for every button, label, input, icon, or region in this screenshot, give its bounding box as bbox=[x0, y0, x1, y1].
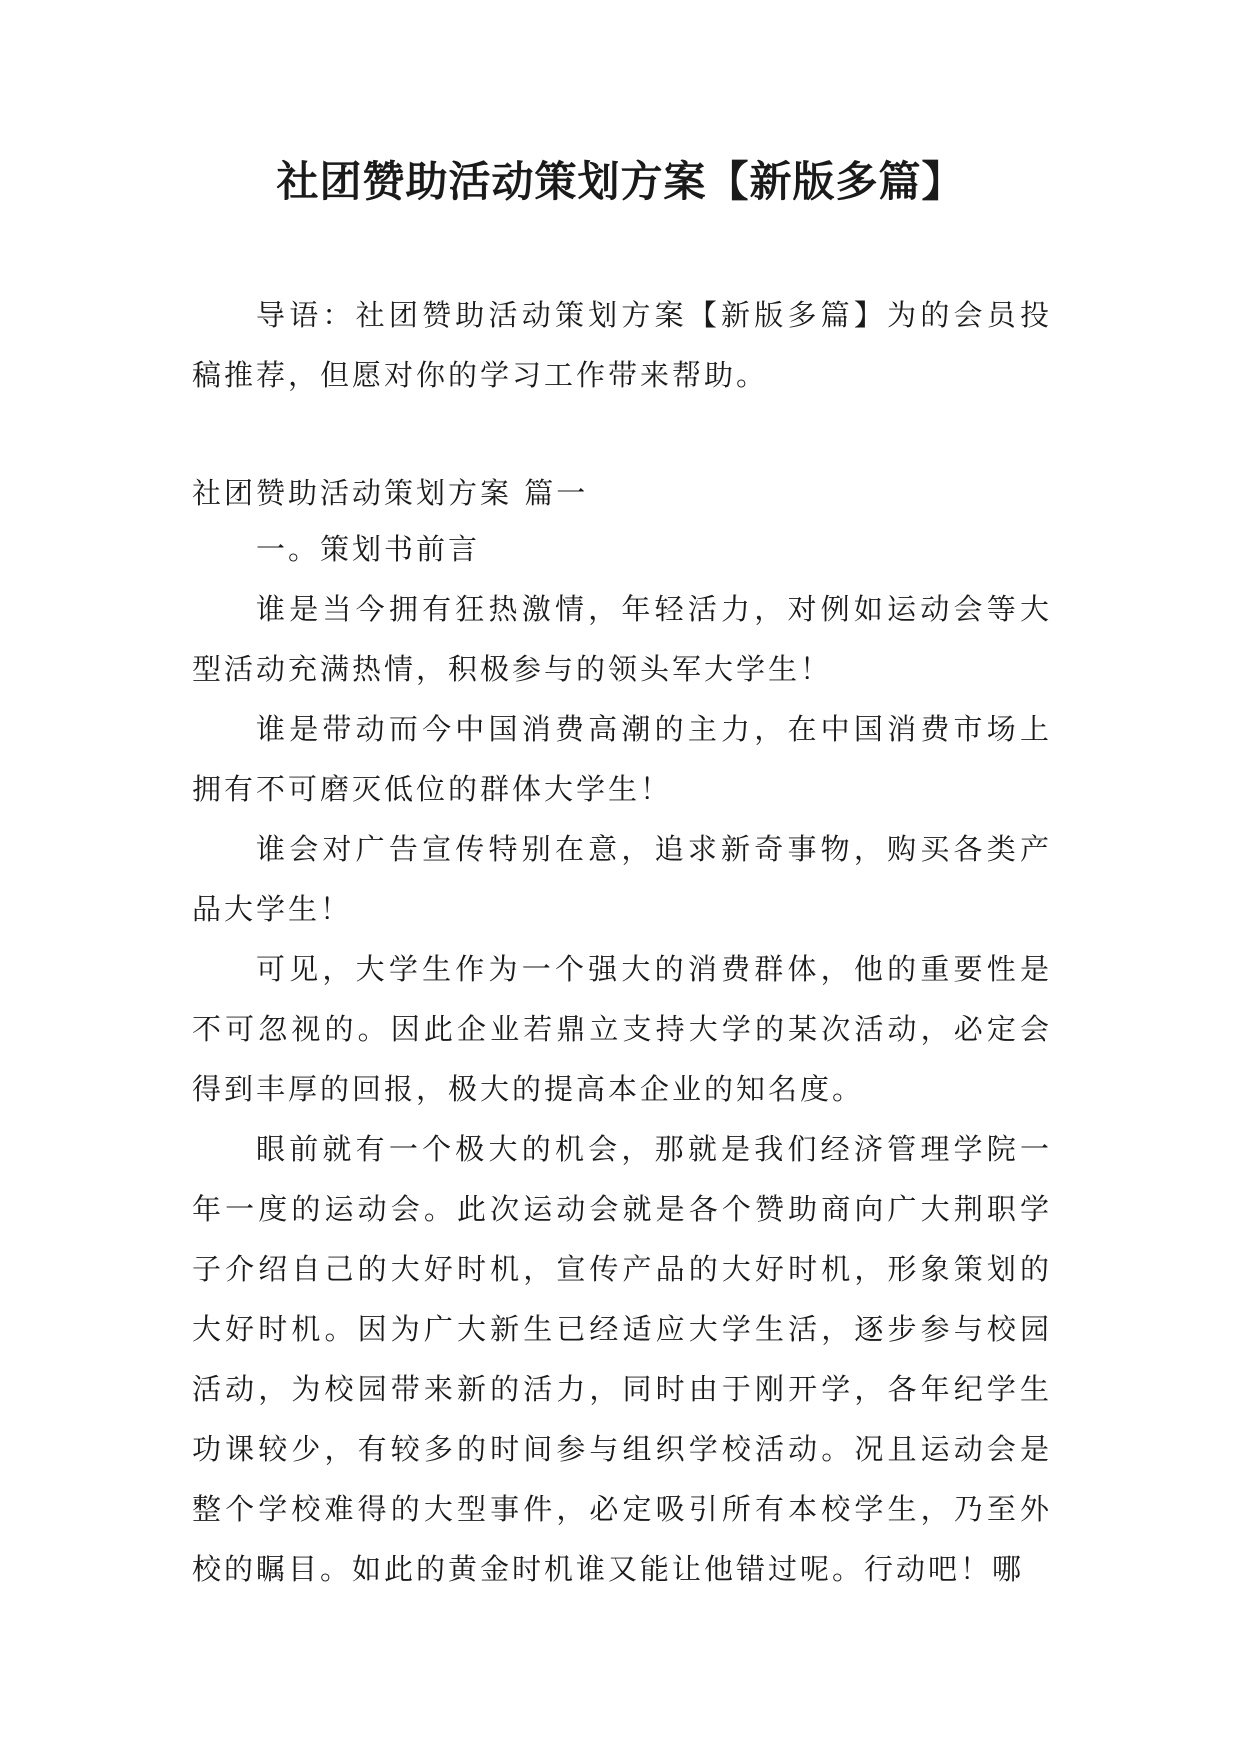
section-body bbox=[192, 519, 1052, 1599]
subheading-preface: 一。策划书前言 bbox=[256, 532, 481, 566]
document-title: 社团赞助活动策划方案【新版多篇】 bbox=[276, 157, 965, 206]
body-paragraph: 谁是带动而今中国消费高潮的主力，在中国消费市场上拥有不可磨灭低位的群体大学生！ bbox=[192, 712, 1052, 806]
body-paragraph: 谁会对广告宣传特别在意，追求新奇事物，购买各类产品大学生！ bbox=[192, 832, 1052, 926]
body-paragraph: 眼前就有一个极大的机会，那就是我们经济管理学院一年一度的运动会。此次运动会就是各个赞助商向广大荆职学子介绍自己的大好时机，宣传产品的大好时机，形象策划的大好时机。因为广大新生已经适应大学生活，逐步参与校园活动，为校园带来新的活力，同时由于刚开学，各年纪学生功课较少，有较多的时间参与组织学校活动。况且运动会是整个学校难得的大型事件，必定吸引所有本校学生，乃至外校的瞩目。如此的黄金时机谁又能让他错过呢。行动吧！哪 bbox=[192, 1132, 1052, 1586]
body-paragraph: 谁是当今拥有狂热激情，年轻活力，对例如运动会等大型活动充满热情，积极参与的领头军大学生！ bbox=[192, 592, 1052, 686]
body-paragraph: 可见，大学生作为一个强大的消费群体，他的重要性是不可忽视的。因此企业若鼎立支持大学的某次活动，必定会得到丰厚的回报，极大的提高本企业的知名度。 bbox=[192, 952, 1052, 1106]
section-heading: 社团赞助活动策划方案 篇一 bbox=[192, 476, 589, 510]
lead-paragraph: 导语：社团赞助活动策划方案【新版多篇】为的会员投稿推荐，但愿对你的学习工作带来帮助。 bbox=[192, 298, 1052, 392]
